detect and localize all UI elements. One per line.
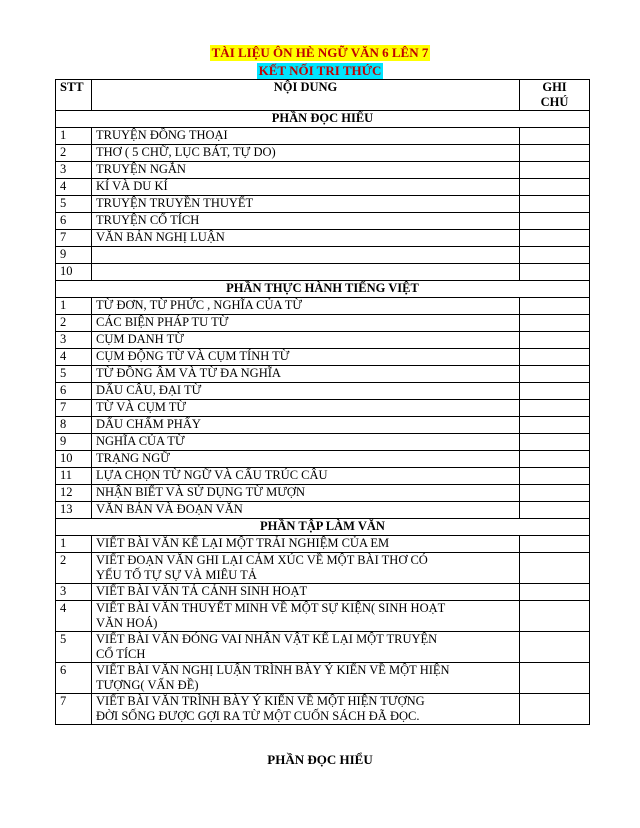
table-row bbox=[56, 434, 590, 451]
row-note bbox=[520, 536, 590, 553]
header-stt: STT bbox=[56, 80, 92, 111]
row-note bbox=[520, 451, 590, 468]
row-content-line: CỔ TÍCH bbox=[96, 647, 146, 661]
row-content-line: VĂN BẢN VÀ ĐOẠN VĂN bbox=[96, 502, 243, 516]
title-line-1: TÀI LIỆU ÔN HÈ NGỮ VĂN 6 LÊN 7 bbox=[211, 45, 429, 60]
table-header-row bbox=[56, 80, 590, 111]
table-row bbox=[56, 349, 590, 366]
table-row bbox=[56, 553, 590, 584]
row-content bbox=[92, 434, 520, 451]
section-title: PHẦN ĐỌC HIỂU bbox=[56, 111, 590, 128]
header-ghi-chu-line1: GHI bbox=[542, 80, 567, 94]
row-number: 7 bbox=[56, 694, 92, 725]
row-content-line: VIẾT BÀI VĂN TẢ CẢNH SINH HOẠT bbox=[96, 584, 308, 598]
row-content-line: YẾU TỐ TỰ SỰ VÀ MIÊU TẢ bbox=[96, 568, 257, 582]
row-content bbox=[92, 332, 520, 349]
table-row bbox=[56, 264, 590, 281]
row-note bbox=[520, 400, 590, 417]
row-note bbox=[520, 553, 590, 584]
row-content bbox=[92, 632, 520, 663]
table-row bbox=[56, 400, 590, 417]
title-line-2: KẾT NỐI TRI THỨC bbox=[258, 63, 382, 78]
table-row bbox=[56, 298, 590, 315]
row-note bbox=[520, 298, 590, 315]
table-row bbox=[56, 663, 590, 694]
row-content bbox=[92, 315, 520, 332]
table-row bbox=[56, 145, 590, 162]
row-note bbox=[520, 247, 590, 264]
header-noi-dung: NỘI DUNG bbox=[92, 80, 520, 111]
row-content-line: VIẾT BÀI VĂN ĐÓNG VAI NHÂN VẬT KỂ LẠI MỘT TRUYỆN bbox=[96, 632, 438, 646]
row-number: 3 bbox=[56, 332, 92, 349]
table-row bbox=[56, 315, 590, 332]
row-number: 8 bbox=[56, 417, 92, 434]
row-content-line: TƯỢNG( VẤN ĐỀ) bbox=[96, 678, 199, 692]
table-row bbox=[56, 196, 590, 213]
row-content-line: THƠ ( 5 CHỮ, LỤC BÁT, TỰ DO) bbox=[96, 145, 276, 159]
row-content-line: NGHĨA CỦA TỪ bbox=[96, 434, 185, 448]
header-ghi-chu-line2: CHÚ bbox=[540, 95, 569, 109]
row-note bbox=[520, 349, 590, 366]
row-content bbox=[92, 694, 520, 725]
row-content bbox=[92, 485, 520, 502]
table-row bbox=[56, 247, 590, 264]
row-number: 3 bbox=[56, 162, 92, 179]
row-content bbox=[92, 349, 520, 366]
row-number: 2 bbox=[56, 145, 92, 162]
row-note bbox=[520, 162, 590, 179]
row-content bbox=[92, 162, 520, 179]
row-number: 10 bbox=[56, 264, 92, 281]
row-note bbox=[520, 434, 590, 451]
row-number: 2 bbox=[56, 315, 92, 332]
section-heading-row bbox=[56, 519, 590, 536]
content-table bbox=[55, 79, 590, 725]
row-content-line: DẤU CHẤM PHẨY bbox=[96, 417, 201, 431]
table-row bbox=[56, 485, 590, 502]
row-number: 6 bbox=[56, 383, 92, 400]
row-content-line: TỪ ĐƠN, TỪ PHỨC , NGHĨA CỦA TỪ bbox=[96, 298, 303, 312]
row-number: 7 bbox=[56, 400, 92, 417]
row-number: 1 bbox=[56, 298, 92, 315]
row-content-line: VIẾT ĐOẠN VĂN GHI LẠI CẢM XÚC VỀ MỘT BÀI THƠ CÓ bbox=[96, 553, 428, 567]
row-content bbox=[92, 145, 520, 162]
table-row bbox=[56, 383, 590, 400]
row-number: 6 bbox=[56, 663, 92, 694]
row-content-line: NHẬN BIẾT VÀ SỬ DỤNG TỪ MƯỢN bbox=[96, 485, 305, 499]
row-note bbox=[520, 230, 590, 247]
row-number: 7 bbox=[56, 230, 92, 247]
row-note bbox=[520, 213, 590, 230]
table-row bbox=[56, 451, 590, 468]
table-row bbox=[56, 179, 590, 196]
row-content-line: VĂN BẢN NGHỊ LUẬN bbox=[96, 230, 225, 244]
row-content bbox=[92, 451, 520, 468]
row-number: 6 bbox=[56, 213, 92, 230]
table-row bbox=[56, 502, 590, 519]
row-content bbox=[92, 247, 520, 264]
row-content-line: ĐỜI SỐNG ĐƯỢC GỢI RA TỪ MỘT CUỐN SÁCH ĐÃ ĐỌC. bbox=[96, 709, 420, 723]
row-note bbox=[520, 128, 590, 145]
table-row bbox=[56, 230, 590, 247]
row-content bbox=[92, 196, 520, 213]
row-content-line: VIẾT BÀI VĂN THUYẾT MINH VỀ MỘT SỰ KIỆN( SINH HOẠT bbox=[96, 601, 446, 615]
row-note bbox=[520, 601, 590, 632]
row-note bbox=[520, 383, 590, 400]
row-number: 5 bbox=[56, 632, 92, 663]
row-content-line: LỰA CHỌN TỪ NGỮ VÀ CẤU TRÚC CÂU bbox=[96, 468, 328, 482]
row-number: 9 bbox=[56, 247, 92, 264]
row-number: 4 bbox=[56, 179, 92, 196]
row-number: 13 bbox=[56, 502, 92, 519]
row-number: 4 bbox=[56, 349, 92, 366]
table-row bbox=[56, 417, 590, 434]
table-row bbox=[56, 332, 590, 349]
section-title: PHẦN THỰC HÀNH TIẾNG VIỆT bbox=[56, 281, 590, 298]
row-number: 12 bbox=[56, 485, 92, 502]
row-number: 9 bbox=[56, 434, 92, 451]
row-content bbox=[92, 213, 520, 230]
footer-section-heading: PHẦN ĐỌC HIỂU bbox=[267, 752, 373, 767]
row-content-line: TRUYỆN ĐỒNG THOẠI bbox=[96, 128, 228, 142]
row-content-line: TRẠNG NGỮ bbox=[96, 451, 170, 465]
table-row bbox=[56, 213, 590, 230]
row-note bbox=[520, 663, 590, 694]
row-note bbox=[520, 315, 590, 332]
row-content-line: TỪ VÀ CỤM TỪ bbox=[96, 400, 187, 414]
row-content bbox=[92, 230, 520, 247]
row-content bbox=[92, 366, 520, 383]
table-row bbox=[56, 468, 590, 485]
row-number: 10 bbox=[56, 451, 92, 468]
row-content-line: TRUYỆN CỔ TÍCH bbox=[96, 213, 200, 227]
row-note bbox=[520, 145, 590, 162]
row-content bbox=[92, 298, 520, 315]
row-note bbox=[520, 179, 590, 196]
row-number: 1 bbox=[56, 128, 92, 145]
row-number: 5 bbox=[56, 366, 92, 383]
row-number: 11 bbox=[56, 468, 92, 485]
row-note bbox=[520, 694, 590, 725]
row-note bbox=[520, 332, 590, 349]
row-number: 4 bbox=[56, 601, 92, 632]
section-heading-row bbox=[56, 111, 590, 128]
document-title bbox=[0, 44, 640, 80]
table-row bbox=[56, 536, 590, 553]
row-note bbox=[520, 196, 590, 213]
row-number: 3 bbox=[56, 584, 92, 601]
row-content bbox=[92, 502, 520, 519]
row-content bbox=[92, 536, 520, 553]
row-content bbox=[92, 417, 520, 434]
row-content bbox=[92, 179, 520, 196]
row-content bbox=[92, 584, 520, 601]
row-note bbox=[520, 632, 590, 663]
table-row bbox=[56, 694, 590, 725]
row-content-line: VIẾT BÀI VĂN NGHỊ LUẬN TRÌNH BÀY Ý KIẾN VỀ MỘT HIỆN bbox=[96, 663, 450, 677]
row-content bbox=[92, 128, 520, 145]
row-content bbox=[92, 383, 520, 400]
row-note bbox=[520, 264, 590, 281]
row-content-line: TỪ ĐỒNG ÂM VÀ TỪ ĐA NGHĨA bbox=[96, 366, 281, 380]
row-content-line: CỤM DANH TỪ bbox=[96, 332, 184, 346]
section-title: PHẦN TẬP LÀM VĂN bbox=[56, 519, 590, 536]
row-content bbox=[92, 468, 520, 485]
row-content-line: CỤM ĐỘNG TỪ VÀ CỤM TÍNH TỪ bbox=[96, 349, 290, 363]
row-content-line: VĂN HOÁ) bbox=[96, 616, 158, 630]
header-ghi-chu bbox=[520, 80, 590, 111]
row-note bbox=[520, 468, 590, 485]
row-content-line: TRUYỆN NGẮN bbox=[96, 162, 186, 176]
table-row bbox=[56, 601, 590, 632]
row-content bbox=[92, 400, 520, 417]
table-row bbox=[56, 366, 590, 383]
row-content-line: TRUYỆN TRUYỀN THUYẾT bbox=[96, 196, 254, 210]
table-row bbox=[56, 128, 590, 145]
row-note bbox=[520, 584, 590, 601]
row-content bbox=[92, 601, 520, 632]
table-row bbox=[56, 584, 590, 601]
row-content-line: CÁC BIỆN PHÁP TU TỪ bbox=[96, 315, 229, 329]
row-number: 2 bbox=[56, 553, 92, 584]
row-content-line: KÍ VÀ DU KÍ bbox=[96, 179, 168, 193]
row-content bbox=[92, 553, 520, 584]
row-content bbox=[92, 663, 520, 694]
row-note bbox=[520, 417, 590, 434]
row-note bbox=[520, 366, 590, 383]
row-content-line: VIẾT BÀI VĂN TRÌNH BÀY Ý KIẾN VỀ MỘT HIỆN TƯỢNG bbox=[96, 694, 425, 708]
row-note bbox=[520, 502, 590, 519]
row-content bbox=[92, 264, 520, 281]
table-row bbox=[56, 162, 590, 179]
row-number: 5 bbox=[56, 196, 92, 213]
row-content-line: DẤU CÂU, ĐẠI TỪ bbox=[96, 383, 202, 397]
table-row bbox=[56, 632, 590, 663]
row-content-line: VIẾT BÀI VĂN KỂ LẠI MỘT TRẢI NGHIỆM CỦA EM bbox=[96, 536, 390, 550]
row-note bbox=[520, 485, 590, 502]
row-number: 1 bbox=[56, 536, 92, 553]
section-heading-row bbox=[56, 281, 590, 298]
